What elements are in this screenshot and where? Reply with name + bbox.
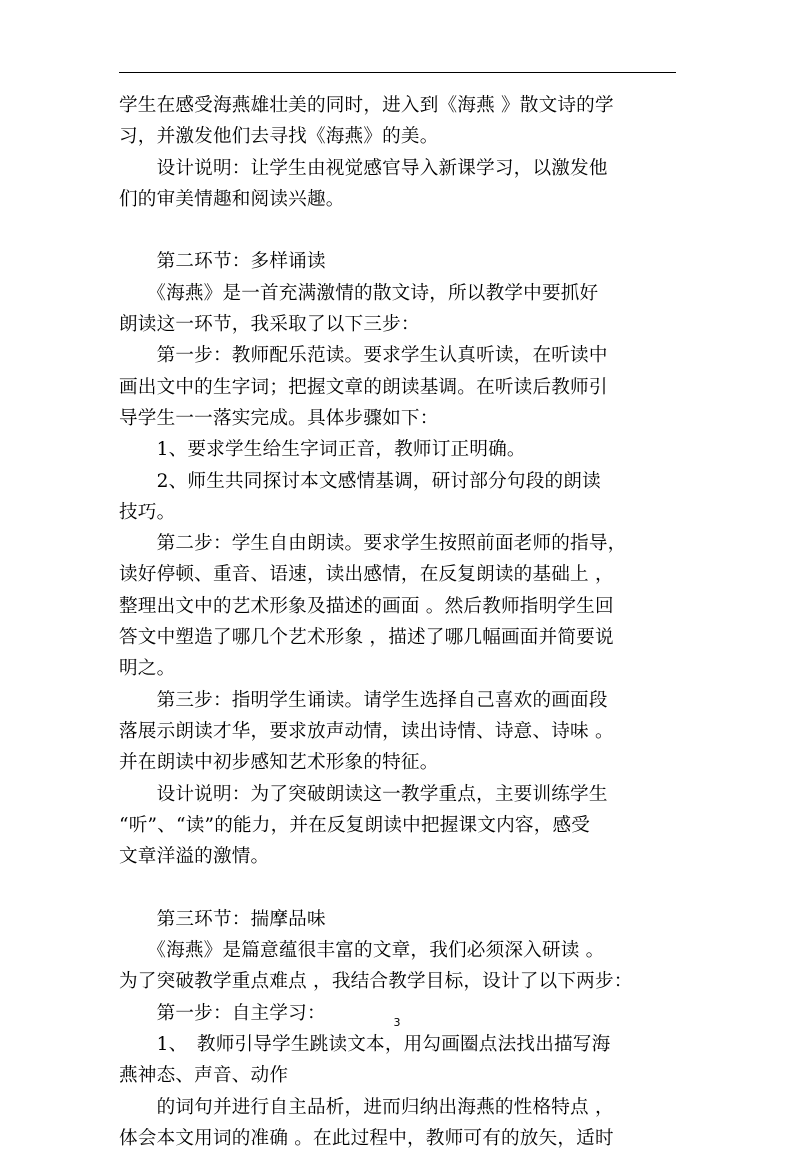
- text-line: 《海燕》是一首充满激情的散文诗，所以教学中要抓好: [119, 282, 599, 304]
- text-line: 并在朗读中初步感知艺术形象的特征。: [119, 752, 439, 774]
- text-line: 第一步：教师配乐范读。要求学生认真听读，在听读中: [119, 345, 608, 367]
- text-line: 落展示朗读才华，要求放声动情，读出诗情、诗意、诗味 。: [119, 720, 614, 742]
- text-line: 设计说明：为了突破朗读这一教学重点，主要训练学生: [119, 783, 608, 805]
- blank-line: [119, 872, 676, 903]
- text-line: 的词句并进行自主品析，进而归纳出海燕的性格特点 ，: [119, 1096, 614, 1118]
- text-line: 答文中塑造了哪几个艺术形象 ，描述了哪几幅画面并简要说: [119, 627, 614, 649]
- text-line: 为了突破教学重点难点 ，我结合教学目标，设计了以下两步：: [119, 971, 633, 993]
- text-line: 习，并激发他们去寻找《海燕》的美。: [119, 126, 439, 148]
- text-line: 2、师生共同探讨本文感情基调，研讨部分句段的朗读: [119, 470, 601, 492]
- text-line: 们的审美情趣和阅读兴趣。: [119, 188, 345, 210]
- text-line: 第一步：自主学习：: [119, 1002, 326, 1024]
- text-line: 读好停顿、重音、语速，读出感情，在反复朗读的基础上 ，: [119, 564, 614, 586]
- text-line: 第三环节：揣摩品味: [119, 908, 326, 930]
- text-line: 技巧。: [119, 501, 176, 523]
- text-line: 朗读这一环节，我采取了以下三步：: [119, 314, 420, 336]
- header-rule: [119, 72, 676, 73]
- text-line: 画出文中的生字词；把握文章的朗读基调。在听读后教师引: [119, 376, 608, 398]
- text-line: 1、 教师引导学生跳读文本，用勾画圈点法找出描写海: [119, 1033, 611, 1055]
- text-line: 学生在感受海燕雄壮美的同时，进入到《海燕 》散文诗的学: [119, 95, 614, 116]
- document-body: [119, 90, 676, 1154]
- text-line: 导学生一一落实完成。具体步骤如下：: [119, 407, 439, 429]
- text-line: 明之。: [119, 658, 176, 680]
- text-line: 体会本文用词的准确 。在此过程中，教师可有的放矢，适时: [119, 1127, 614, 1149]
- blank-line: [119, 215, 676, 246]
- text-line: 整理出文中的艺术形象及描述的画面 。然后教师指明学生回: [119, 595, 614, 617]
- text-line: 第二环节：多样诵读: [119, 251, 326, 273]
- text-line: 文章洋溢的激情。: [119, 846, 270, 868]
- text-line: 燕神态、声音、动作: [119, 1065, 289, 1087]
- text-line: 《海燕》是篇意蕴很丰富的文章，我们必须深入研读 。: [119, 940, 605, 962]
- text-line: 1、要求学生给生字词正音，教师订正明确。: [119, 439, 526, 461]
- text-line: 第二步：学生自由朗读。要求学生按照前面老师的指导，: [119, 533, 627, 555]
- text-line: 第三步：指明学生诵读。请学生选择自己喜欢的画面段: [119, 689, 608, 711]
- text-line: 设计说明：让学生由视觉感官导入新课学习，以激发他: [119, 157, 608, 179]
- page-number: 3: [393, 1016, 401, 1029]
- text-line: “听”、“读”的能力，并在反复朗读中把握课文内容，感受: [119, 814, 591, 836]
